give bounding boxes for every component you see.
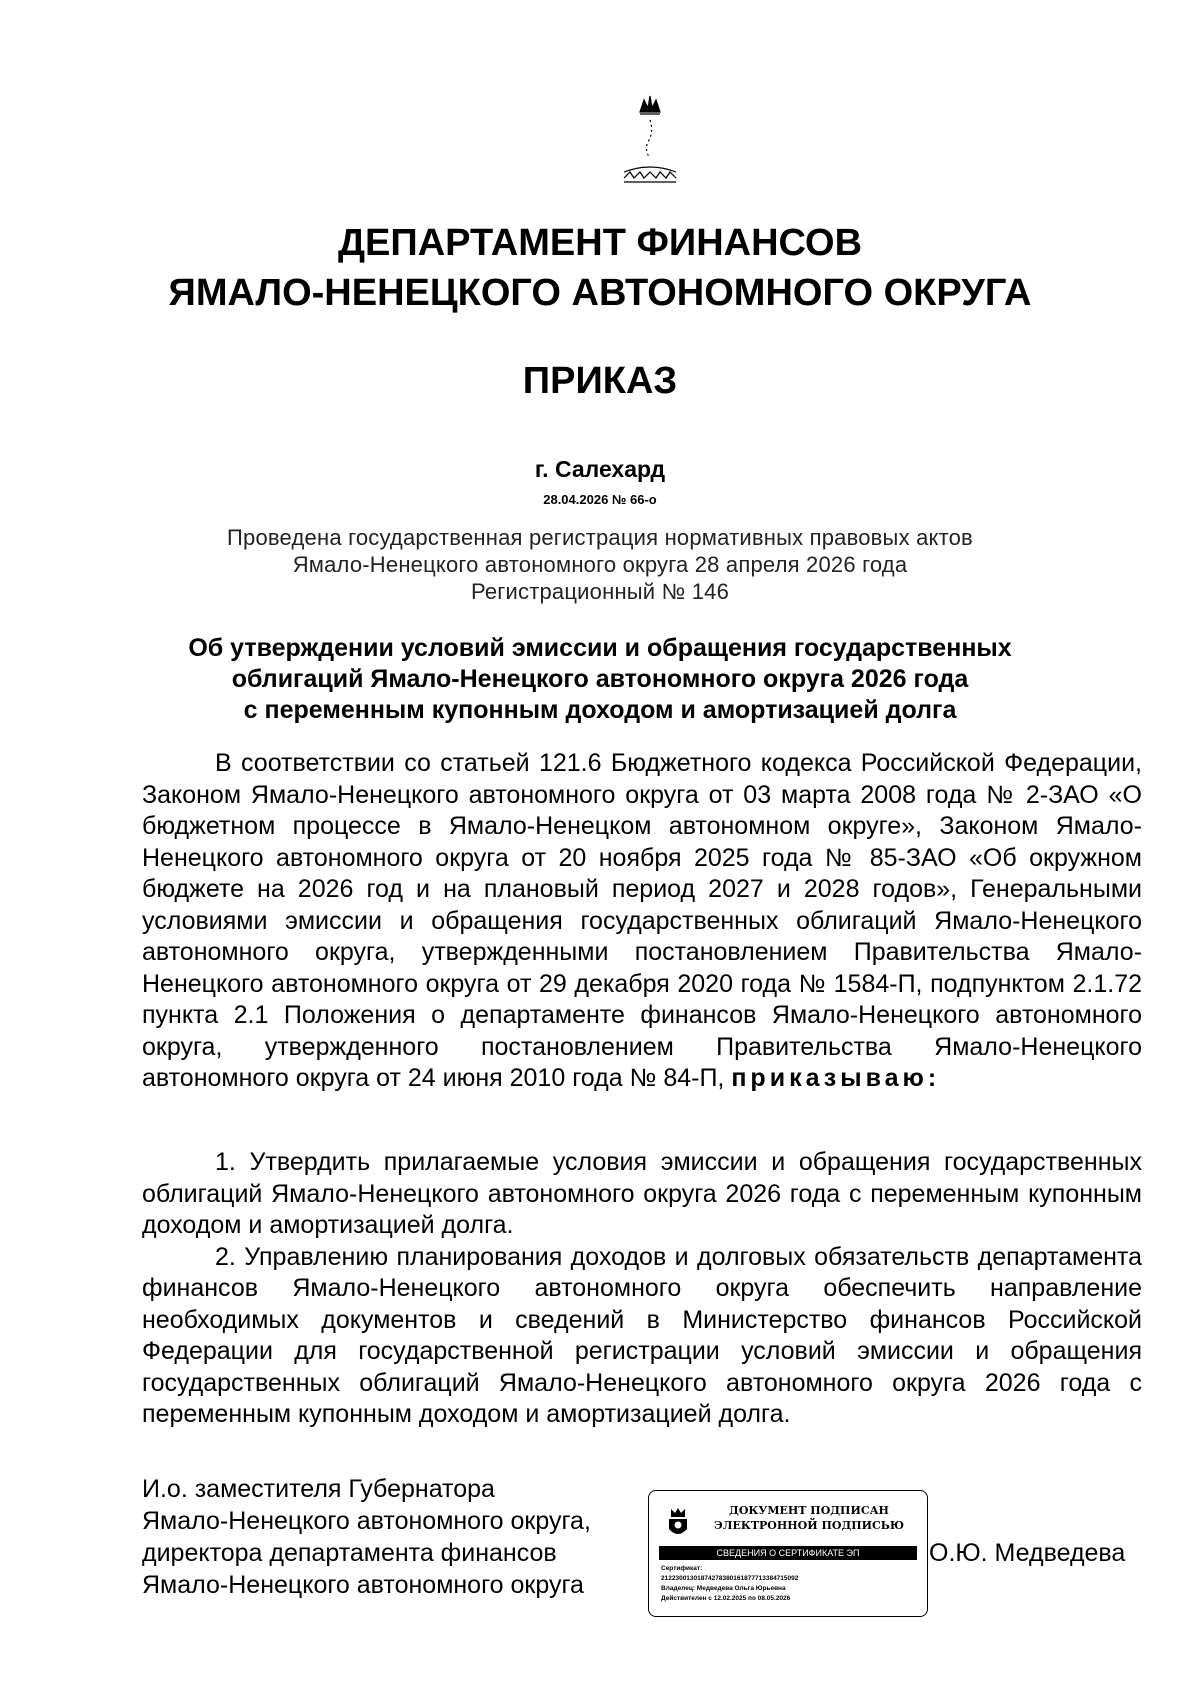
document-title: [0, 633, 1200, 726]
title-line-2: облигаций Ямало-Ненецкого автономного округа 2026 года: [231, 665, 969, 693]
coat-of-arms-icon: [667, 1507, 689, 1539]
department-line-2: ЯМАЛО-НЕНЕЦКОГО АВТОНОМНОГО ОКРУГА: [168, 272, 1032, 314]
stamp-heading-line-1: ДОКУМЕНТ ПОДПИСАН: [729, 1504, 889, 1517]
preamble: [142, 748, 1142, 1095]
stamp-certificate-bar: СВЕДЕНИЯ О СЕРТИФИКАТЕ ЭП: [659, 1546, 917, 1560]
stamp-heading: [699, 1503, 919, 1533]
title-line-3: с переменным купонным доходом и амортизацией долга: [243, 696, 957, 724]
order-word: приказываю:: [731, 1064, 941, 1092]
document-type: ПРИКАЗ: [522, 360, 678, 402]
position-line-2: Ямало-Ненецкого автономного округа,: [142, 1507, 591, 1535]
emblem-icon: [610, 92, 690, 202]
registration-line-2: Ямало-Ненецкого автономного округа 28 апреля 2026 года: [292, 552, 908, 577]
date-number: 28.04.2026 № 66-о: [543, 492, 657, 507]
stamp-cert-value: 21223001301874278380161877713384715092: [661, 1575, 799, 1582]
stamp-details: [661, 1564, 917, 1604]
registration-note: [0, 524, 1200, 605]
order-items: [142, 1147, 1142, 1431]
stamp-owner: Владелец: Медведева Ольга Юрьевна: [661, 1585, 786, 1592]
department-name: [0, 218, 1200, 318]
stamp-cert-label: Сертификат:: [661, 1565, 703, 1572]
position-line-4: Ямало-Ненецкого автономного округа: [142, 1571, 584, 1599]
stamp-valid: Действителен с 12.02.2025 по 08.05.2026: [661, 1595, 791, 1602]
title-line-1: Об утверждении условий эмиссии и обращения государственных: [188, 634, 1012, 662]
position-line-1: И.о. заместителя Губернатора: [142, 1475, 495, 1503]
position-line-3: директора департамента финансов: [142, 1539, 557, 1567]
city: г. Салехард: [534, 456, 666, 482]
registration-line-3: Регистрационный № 146: [470, 579, 730, 604]
preamble-paragraph: [142, 748, 1142, 1095]
signatory-name: О.Ю. Медведева: [929, 1539, 1126, 1567]
order-item-2: 2. Управлению планирования доходов и долговых обязательств департамента финансов Ямало-Ненецкого автономного округа обеспечить направление необходимых документов и сведений в Министерство финансов Российской Федерации для государственной регистрации условий эмиссии и обращения государственных облигаций Ямало-Ненецкого автономного округа 2026 года с переменным купонным доходом и амортизацией долга.: [142, 1242, 1142, 1428]
registration-line-1: Проведена государственная регистрация нормативных правовых актов: [227, 525, 973, 550]
electronic-signature-stamp: [648, 1490, 928, 1617]
stamp-heading-line-2: ЭЛЕКТРОННОЙ ПОДПИСЬЮ: [713, 1519, 905, 1532]
preamble-text: В соответствии со статьей 121.6 Бюджетного кодекса Российской Федерации, Законом Ямало-Ненецкого автономного округа от 03 марта 2008 года № 2-ЗАО «О бюджетном процессе в Ямало-Ненецком автономном округе», Законом Ямало-Ненецкого автономного округа от 20 ноября 2025 года № 85-ЗАО «Об окружном бюджете на 2026 год и на плановый период 2027 и 2028 годов», Генеральными условиями эмиссии и обращения государственных облигаций Ямало-Ненецкого автономного округа, утвержденными постановлением Правительства Ямало-Ненецкого автономного округа от 29 декабря 2020 года № 1584-П, подпунктом 2.1.72 пункта 2.1 Положения о департаменте финансов Ямало-Ненецкого автономного округа, утвержденного постановлением Правительства Ямало-Ненецкого автономного округа от 24 июня 2010 года № 84-П,: [142, 749, 1142, 1092]
department-line-1: ДЕПАРТАМЕНТ ФИНАНСОВ: [337, 222, 863, 264]
signatory-position: [142, 1473, 591, 1601]
order-item-1: 1. Утвердить прилагаемые условия эмиссии и обращения государственных облигаций Ямало-Ненецкого автономного округа 2026 года с переменным купонным доходом и амортизацией долга.: [142, 1148, 1142, 1239]
